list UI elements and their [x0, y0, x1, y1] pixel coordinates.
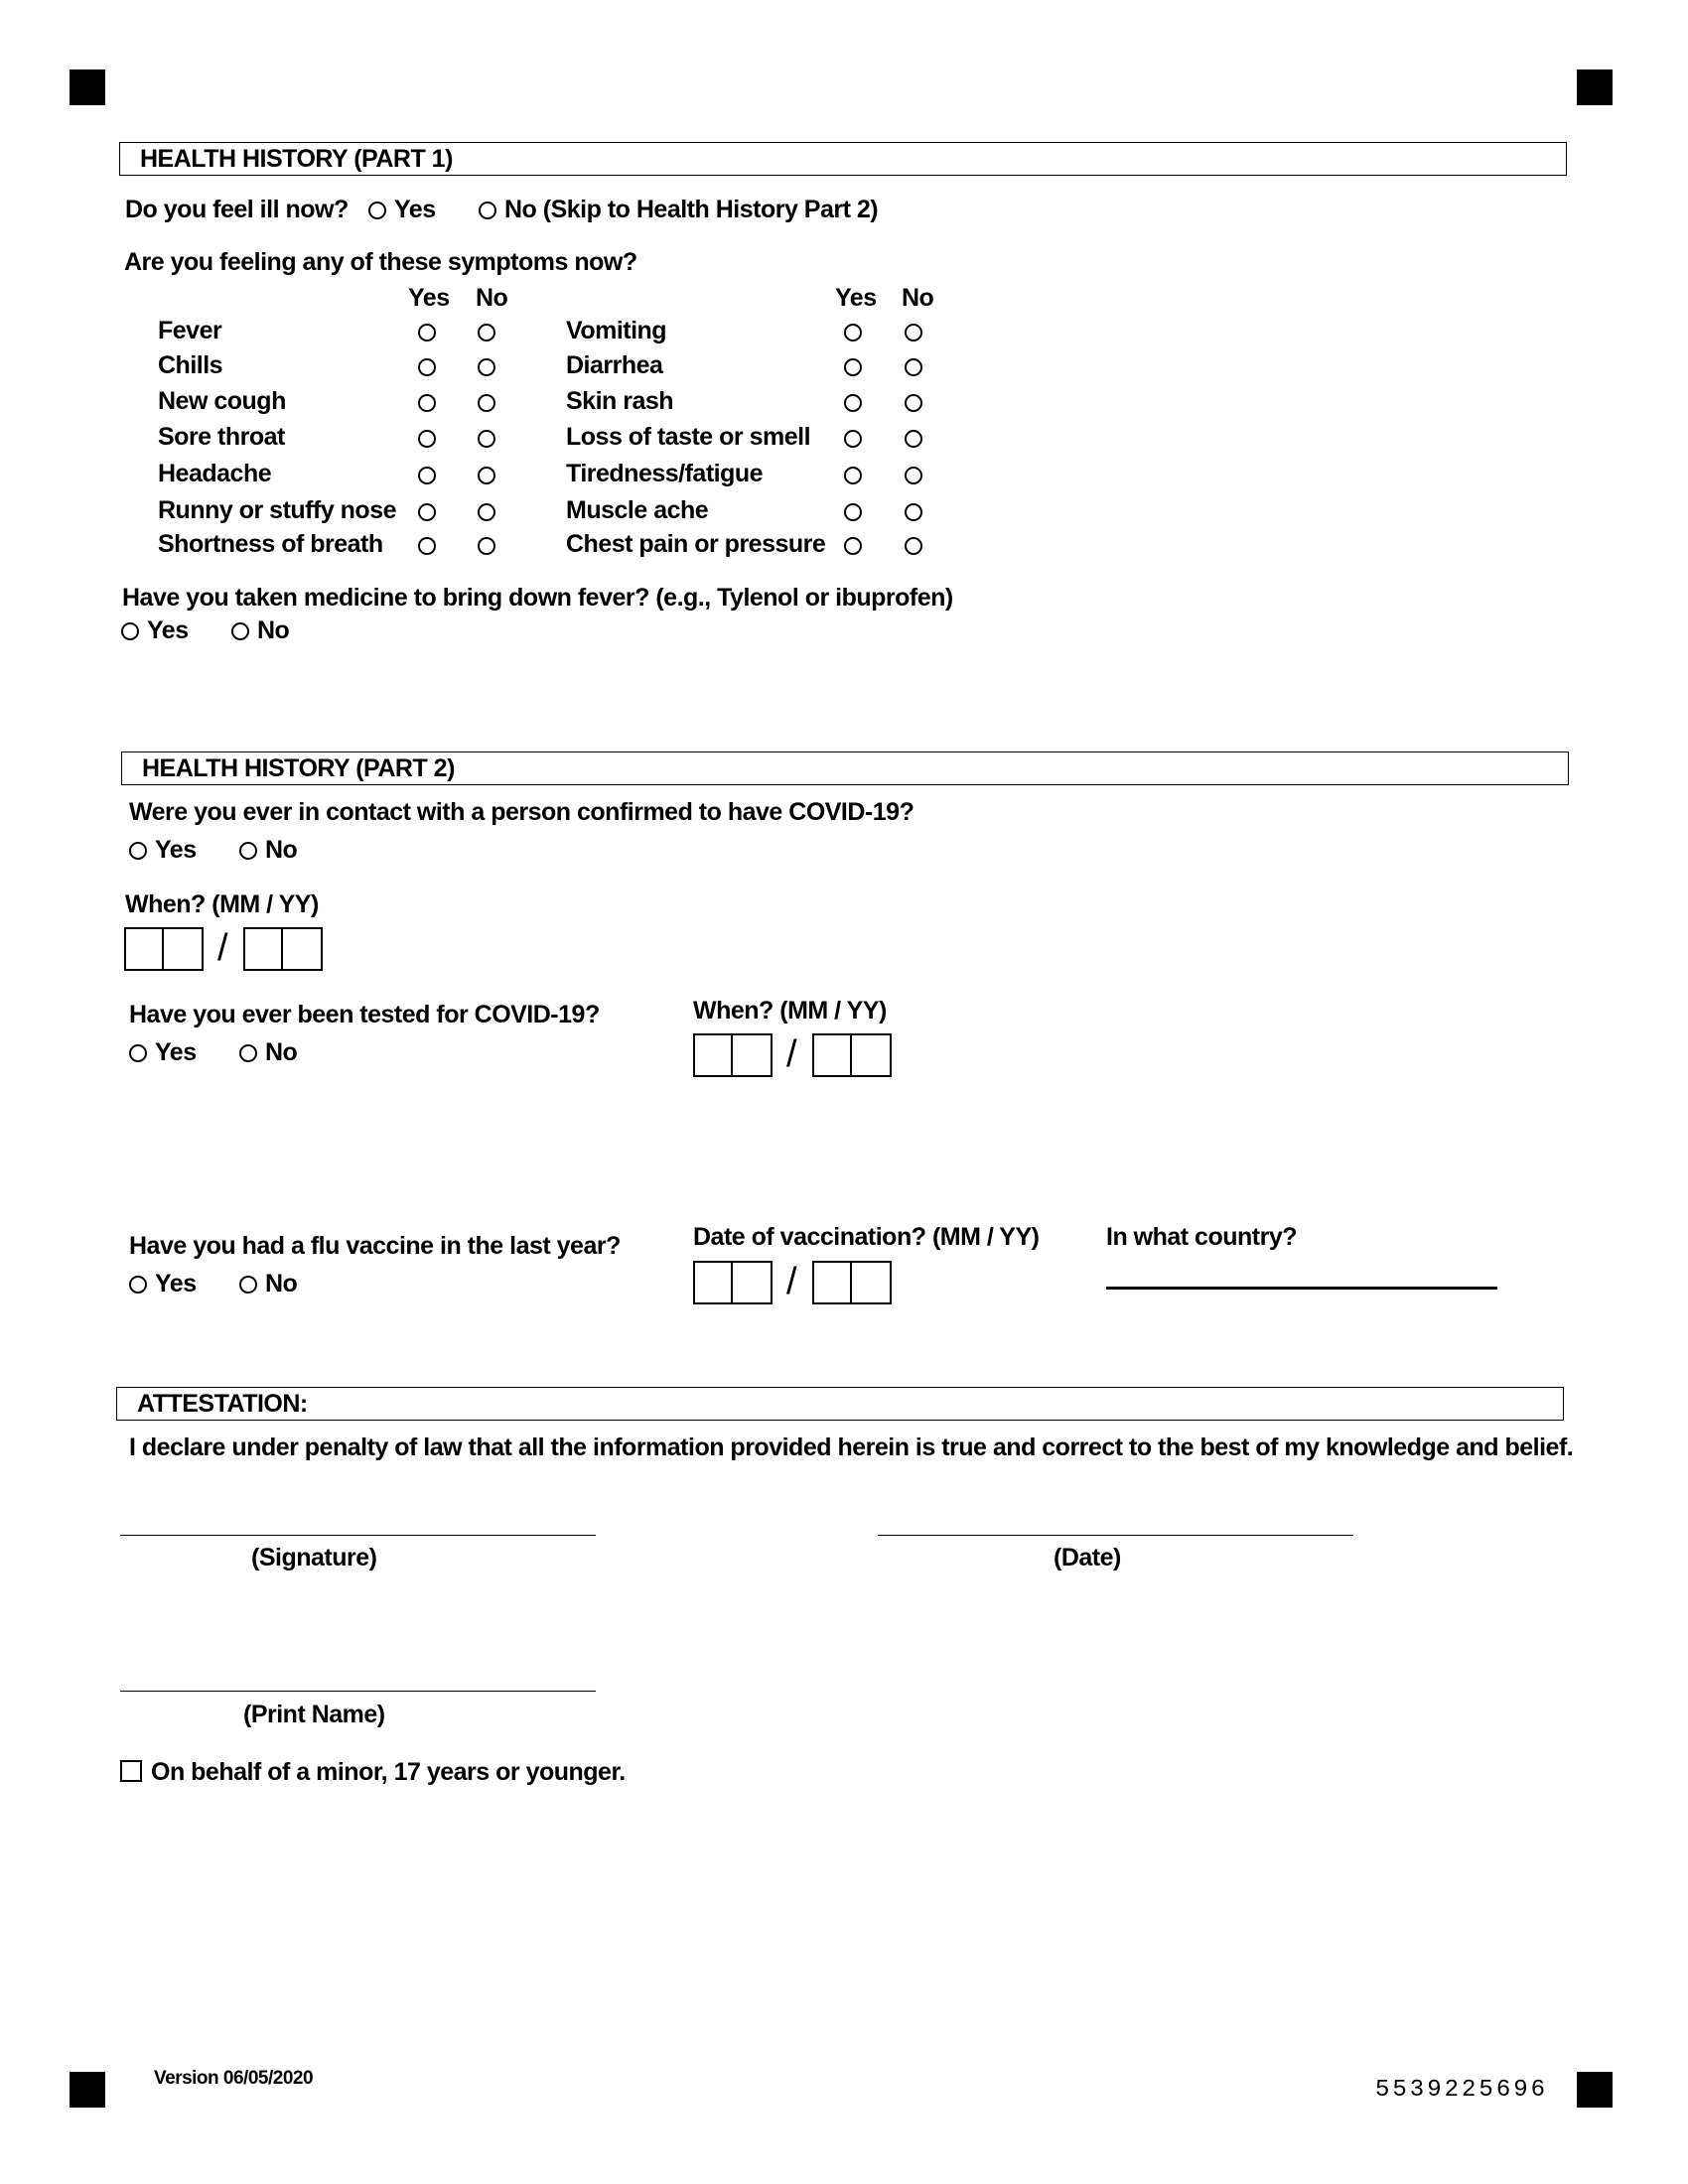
digit-cell[interactable]	[164, 927, 204, 971]
symptom-yes-radio[interactable]	[844, 430, 862, 448]
flu-country-input-line[interactable]	[1106, 1287, 1497, 1290]
symptom-label: Loss of taste or smell	[566, 423, 811, 451]
flu-yes-option[interactable]	[129, 1272, 197, 1297]
symptom-yes-radio[interactable]	[844, 324, 862, 341]
medicine-question: Have you taken medicine to bring down fever? (e.g., Tylenol or ibuprofen)	[122, 584, 953, 612]
symptom-no-radio[interactable]	[478, 324, 495, 341]
symptom-label: Vomiting	[566, 317, 667, 344]
symptom-yes-radio[interactable]	[844, 537, 862, 555]
ill-now-no-option[interactable]	[479, 198, 878, 222]
symptom-no-radio[interactable]	[478, 430, 495, 448]
registration-marker-top-right	[1577, 69, 1613, 105]
tested-yes-label: Yes	[155, 1038, 197, 1066]
symptom-no-radio[interactable]	[905, 503, 922, 521]
symptoms-question: Are you feeling any of these symptoms now?	[124, 248, 637, 276]
symptom-label: Fever	[158, 317, 222, 344]
right-col-yes-header: Yes	[835, 284, 877, 312]
symptom-no-radio[interactable]	[478, 503, 495, 521]
digit-cell[interactable]	[283, 927, 323, 971]
flu-yes-radio[interactable]	[129, 1276, 147, 1294]
symptom-no-radio[interactable]	[478, 467, 495, 484]
contact-when-label: When? (MM / YY)	[125, 890, 319, 918]
symptom-yes-radio[interactable]	[844, 394, 862, 412]
medicine-no-label: No	[257, 616, 290, 644]
symptom-no-radio[interactable]	[905, 324, 922, 341]
symptom-yes-radio[interactable]	[418, 503, 436, 521]
health-history-part1-header	[119, 142, 1567, 176]
version-text: Version 06/05/2020	[154, 2068, 314, 2089]
contact-year-input[interactable]	[243, 927, 323, 971]
digit-cell[interactable]	[693, 1033, 733, 1077]
flu-question: Have you had a flu vaccine in the last year?	[129, 1232, 621, 1260]
tested-year-input[interactable]	[812, 1033, 892, 1077]
symptom-yes-radio[interactable]	[844, 503, 862, 521]
contact-question: Were you ever in contact with a person confirmed to have COVID-19?	[129, 798, 914, 826]
ill-now-no-radio[interactable]	[479, 202, 496, 219]
symptom-label: Headache	[158, 460, 272, 487]
tested-question: Have you ever been tested for COVID-19?	[129, 1001, 600, 1028]
ill-now-yes-label: Yes	[394, 196, 436, 223]
symptom-label: Runny or stuffy nose	[158, 496, 397, 524]
ill-now-question: Do you feel ill now?	[125, 196, 349, 223]
digit-cell[interactable]	[852, 1261, 892, 1304]
section-title: ATTESTATION:	[137, 1390, 308, 1418]
flu-no-radio[interactable]	[239, 1276, 257, 1294]
medicine-no-radio[interactable]	[231, 622, 249, 640]
medicine-no-option[interactable]	[231, 618, 289, 643]
symptom-label: Chills	[158, 351, 223, 379]
flu-month-input[interactable]	[693, 1261, 773, 1304]
ill-now-yes-option[interactable]	[368, 198, 436, 222]
symptom-yes-radio[interactable]	[418, 324, 436, 341]
symptom-no-radio[interactable]	[905, 537, 922, 555]
symptom-label: Tiredness/fatigue	[566, 460, 764, 487]
tested-no-radio[interactable]	[239, 1044, 257, 1062]
registration-marker-top-left	[70, 69, 105, 105]
contact-no-option[interactable]	[239, 838, 297, 863]
digit-cell[interactable]	[693, 1261, 733, 1304]
digit-cell[interactable]	[243, 927, 283, 971]
flu-no-option[interactable]	[239, 1272, 297, 1297]
symptom-yes-radio[interactable]	[844, 358, 862, 376]
symptom-no-radio[interactable]	[478, 358, 495, 376]
flu-date-label: Date of vaccination? (MM / YY)	[693, 1223, 1040, 1251]
symptom-no-radio[interactable]	[905, 467, 922, 484]
attestation-header	[116, 1387, 1564, 1421]
symptom-yes-radio[interactable]	[418, 467, 436, 484]
signature-label: (Signature)	[251, 1544, 377, 1571]
date-label: (Date)	[1054, 1544, 1121, 1571]
date-separator: /	[217, 927, 228, 969]
contact-no-label: No	[265, 836, 298, 864]
flu-year-input[interactable]	[812, 1261, 892, 1304]
print-name-line[interactable]	[120, 1691, 596, 1692]
symptom-yes-radio[interactable]	[418, 430, 436, 448]
flu-country-label: In what country?	[1106, 1223, 1297, 1251]
date-line[interactable]	[878, 1535, 1353, 1536]
symptom-yes-radio[interactable]	[418, 394, 436, 412]
symptom-no-radio[interactable]	[478, 537, 495, 555]
date-separator: /	[786, 1033, 797, 1075]
digit-cell[interactable]	[733, 1033, 773, 1077]
tested-month-input[interactable]	[693, 1033, 773, 1077]
contact-yes-radio[interactable]	[129, 842, 147, 860]
symptom-yes-radio[interactable]	[844, 467, 862, 484]
symptom-label: Skin rash	[566, 387, 674, 415]
registration-marker-bottom-left	[70, 2072, 105, 2108]
ill-now-no-label: No (Skip to Health History Part 2)	[504, 196, 879, 223]
section-title: HEALTH HISTORY (PART 2)	[142, 754, 455, 782]
symptom-label: Sore throat	[158, 423, 285, 451]
symptom-no-radio[interactable]	[478, 394, 495, 412]
tested-no-option[interactable]	[239, 1040, 297, 1065]
signature-line[interactable]	[120, 1535, 596, 1536]
symptom-label: Muscle ache	[566, 496, 709, 524]
contact-month-input[interactable]	[124, 927, 204, 971]
ill-now-yes-radio[interactable]	[368, 202, 386, 219]
right-col-no-header: No	[902, 284, 934, 312]
left-col-yes-header: Yes	[408, 284, 450, 312]
flu-no-label: No	[265, 1270, 298, 1297]
symptom-yes-radio[interactable]	[418, 358, 436, 376]
flu-yes-label: Yes	[155, 1270, 197, 1297]
digit-cell[interactable]	[124, 927, 164, 971]
digit-cell[interactable]	[812, 1261, 852, 1304]
section-title: HEALTH HISTORY (PART 1)	[140, 145, 453, 173]
date-separator: /	[786, 1261, 797, 1302]
symptom-label: Diarrhea	[566, 351, 663, 379]
health-history-part2-header	[121, 751, 1569, 785]
minor-checkbox-label: On behalf of a minor, 17 years or younger.	[151, 1758, 626, 1786]
left-col-no-header: No	[476, 284, 508, 312]
print-name-label: (Print Name)	[243, 1701, 385, 1728]
symptom-no-radio[interactable]	[905, 394, 922, 412]
contact-no-radio[interactable]	[239, 842, 257, 860]
minor-checkbox[interactable]	[120, 1760, 142, 1782]
digit-cell[interactable]	[852, 1033, 892, 1077]
symptom-label: New cough	[158, 387, 286, 415]
medicine-yes-option[interactable]	[121, 618, 189, 643]
symptom-no-radio[interactable]	[905, 358, 922, 376]
symptom-label: Shortness of breath	[158, 530, 383, 558]
medicine-yes-radio[interactable]	[121, 622, 139, 640]
tested-yes-option[interactable]	[129, 1040, 197, 1065]
symptom-no-radio[interactable]	[905, 430, 922, 448]
contact-yes-label: Yes	[155, 836, 197, 864]
attestation-statement: I declare under penalty of law that all the information provided herein is true and correct to the best of my knowledge and belief.	[129, 1433, 1574, 1461]
contact-yes-option[interactable]	[129, 838, 197, 863]
symptom-label: Chest pain or pressure	[566, 530, 826, 558]
registration-marker-bottom-right	[1577, 2072, 1613, 2108]
symptom-yes-radio[interactable]	[418, 537, 436, 555]
form-number: 5539225696	[1375, 2077, 1549, 2104]
medicine-yes-label: Yes	[147, 616, 189, 644]
digit-cell[interactable]	[812, 1033, 852, 1077]
digit-cell[interactable]	[733, 1261, 773, 1304]
tested-yes-radio[interactable]	[129, 1044, 147, 1062]
tested-when-label: When? (MM / YY)	[693, 997, 887, 1024]
tested-no-label: No	[265, 1038, 298, 1066]
